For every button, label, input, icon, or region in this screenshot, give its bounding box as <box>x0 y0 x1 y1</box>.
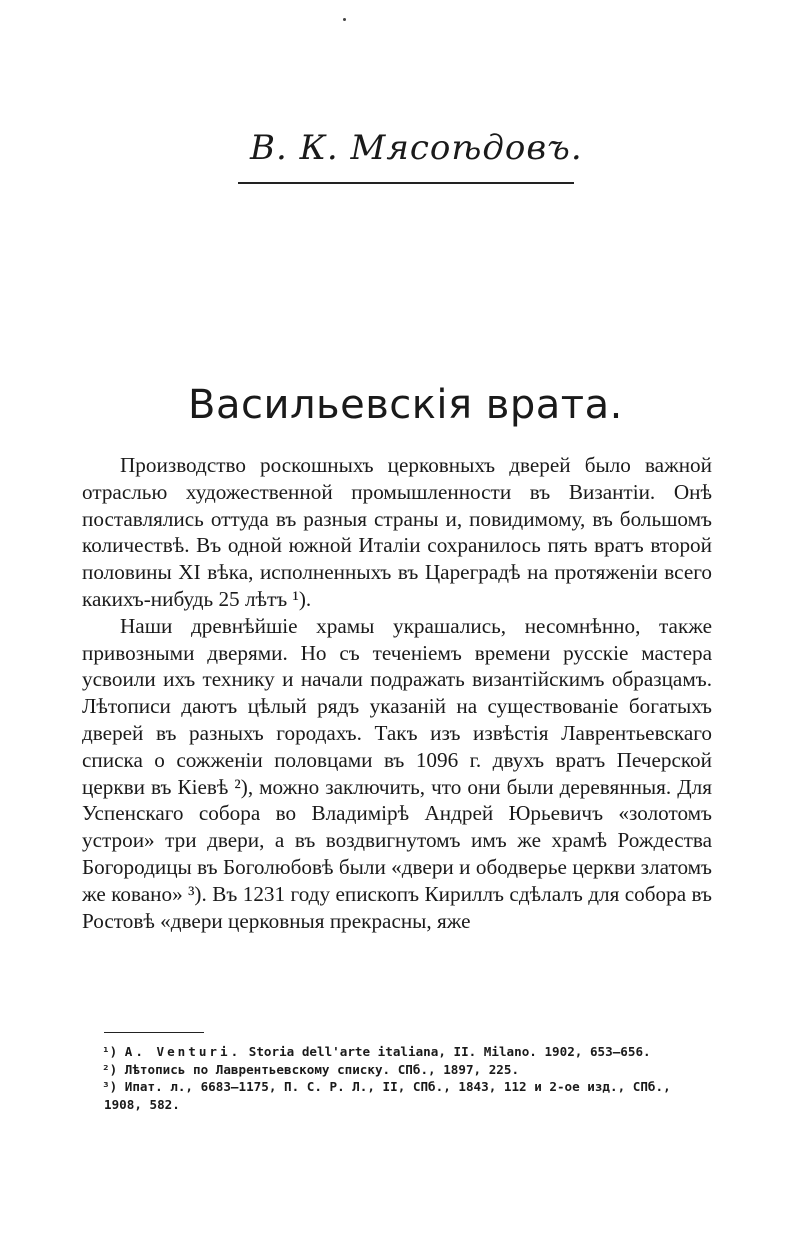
footnote-mark: ¹) <box>102 1044 118 1059</box>
footnote-text: Storia dell'arte italiana, II. Milano. 1902, 653—656. <box>248 1044 651 1059</box>
author-underline <box>238 182 574 184</box>
footnote-mark: ³) <box>102 1079 118 1095</box>
footnote-divider <box>104 1032 204 1033</box>
footnote-3 <box>82 1078 712 1113</box>
paragraph-2: Наши древнѣйшіе храмы украшались, несомнѣнно, также привозными дверями. Но съ теченіемъ времени русскіе мастера усвоили ихъ технику и начали подражать византійскимъ образцамъ. Лѣтописи даютъ цѣлый рядъ указаній на существованіе богатыхъ дверей въ разныхъ городахъ. Такъ изъ извѣстія Лаврентьевскаго списка о сожженіи половцами въ 1096 г. двухъ вратъ Печерской церкви въ Кіевѣ ²), можно заключить, что они были деревянныя. Для Успенскаго собора во Владимірѣ Андрей Юрьевичъ «золотомъ устрои» три двери, а въ воздвигнутомъ имъ же храмѣ Рождества Богородицы въ Боголюбовѣ были «двери и ободверье церкви златомъ же ковано» ³). Въ 1231 году епископъ Кириллъ сдѣлалъ для собора въ Ростовѣ «двери церковныя прекрасны, яже <box>82 613 712 933</box>
article-body <box>82 452 712 934</box>
footnote-mark: ²) <box>102 1061 118 1077</box>
footnote-1 <box>82 1043 712 1061</box>
paragraph-1: Производство роскошныхъ церковныхъ дверей было важной отраслью художественной промышленности въ Византіи. Онѣ поставлялись оттуда въ разныя страны и, повидимому, въ большомъ количествѣ. Въ одной южной Италіи сохранилось пять вратъ второй половины XI вѣка, исполненныхъ въ Цареградѣ на протяженіи всего какихъ-нибудь 25 лѣтъ ¹). <box>82 453 712 611</box>
footnote-2 <box>82 1061 712 1079</box>
footnote-text: Лѣтопись по Лаврентьевскому списку. СПб., 1897, 225. <box>124 1061 520 1077</box>
author-name: В. К. Мясоѣдовъ. <box>250 128 583 168</box>
footnotes <box>82 1043 712 1113</box>
footnote-text: Ипат. л., 6683—1175, П. С. Р. Л., II, СПб., 1843, 112 и 2-ое изд., СПб., 1908, 582. <box>104 1079 671 1112</box>
footnote-author: A. Venturi. <box>124 1044 242 1059</box>
article-title: Васильевскія врата. <box>188 382 623 428</box>
page-speck <box>343 18 346 21</box>
